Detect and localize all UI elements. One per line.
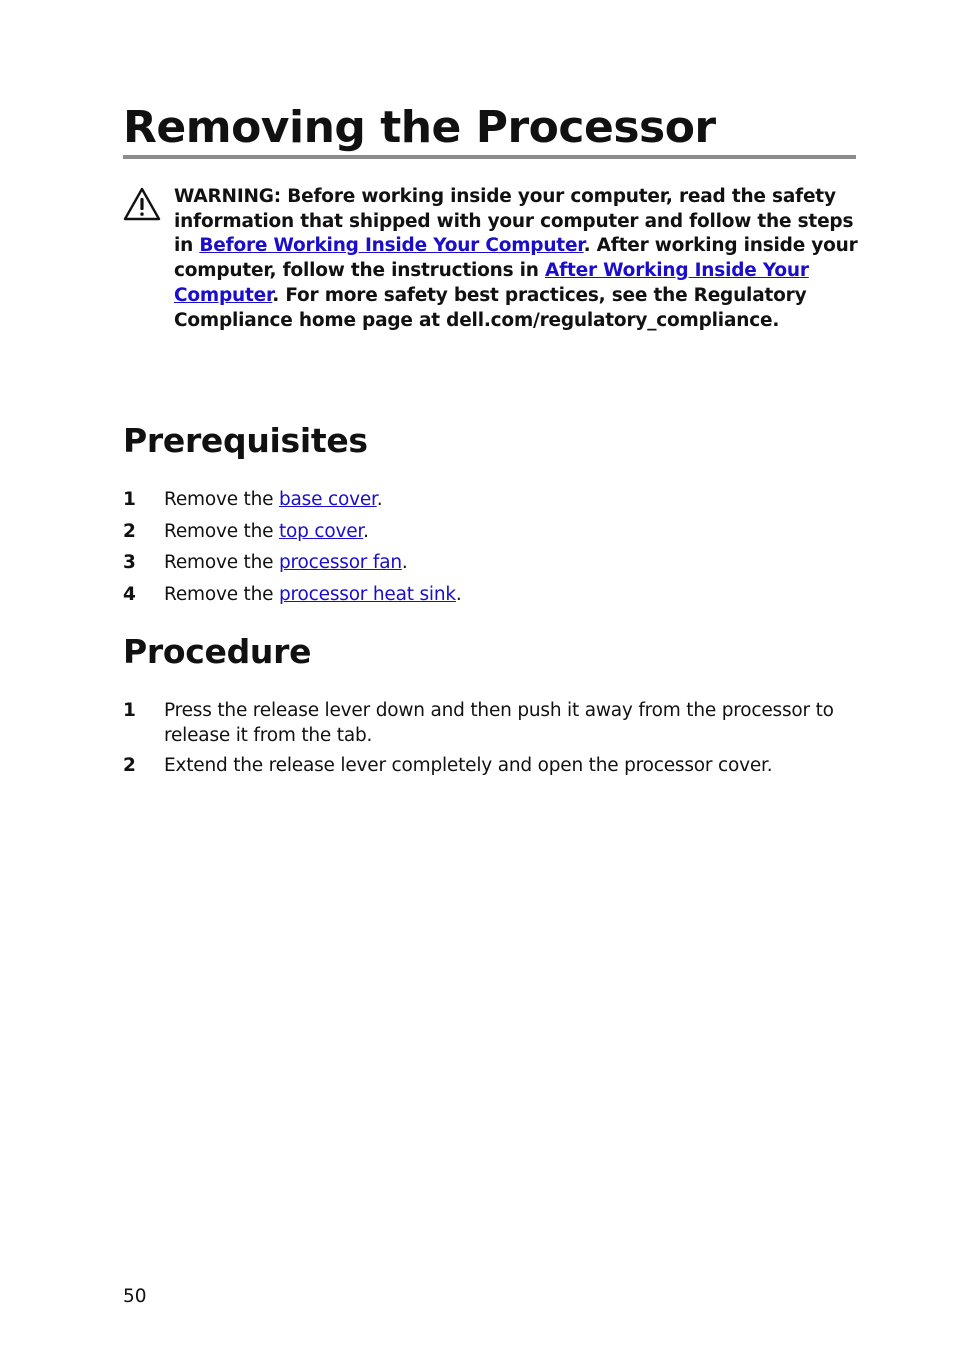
top-cover-link[interactable]: top cover	[279, 520, 364, 542]
item-text: Press the release lever down and then push it away from the processor to release it from the tab.	[164, 700, 834, 746]
item-suffix: .	[363, 520, 369, 542]
warning-text	[174, 185, 864, 333]
processor-heat-sink-link[interactable]: processor heat sink	[279, 584, 456, 606]
page-number: 50	[123, 1286, 147, 1307]
item-suffix: .	[455, 584, 462, 606]
item-prefix: Remove the	[164, 552, 279, 574]
procedure-list	[123, 699, 863, 779]
item-prefix: Remove the	[164, 520, 279, 542]
title-rule	[123, 155, 856, 159]
page-title: Removing the Processor	[123, 102, 716, 153]
before-working-link[interactable]: Before Working Inside Your Computer	[199, 235, 584, 257]
warning-outro: . For more safety best practices, see the Regulatory Compliance home page at dell.com/regulatory_compliance.	[174, 284, 807, 331]
prerequisites-list	[123, 488, 863, 608]
item-text: Extend the release lever completely and open the processor cover.	[164, 755, 773, 777]
warning-intro: WARNING: Before working inside your computer, read the safety information that shipped with your computer and follow the steps in	[174, 186, 854, 257]
list-item	[123, 583, 863, 608]
list-item	[123, 551, 863, 576]
list-item	[123, 699, 863, 748]
warning-triangle-icon	[123, 187, 161, 221]
base-cover-link[interactable]: base cover	[279, 489, 377, 510]
list-number: 2	[123, 755, 136, 777]
list-number: 4	[123, 584, 136, 606]
item-prefix: Remove the	[164, 489, 279, 510]
after-working-link[interactable]: After Working Inside Your Computer	[174, 260, 809, 306]
list-item	[123, 754, 863, 779]
list-number: 2	[123, 520, 136, 542]
item-prefix: Remove the	[164, 584, 279, 606]
list-item	[123, 488, 863, 513]
list-item	[123, 520, 863, 545]
procedure-heading: Procedure	[123, 632, 312, 671]
warning-middle: . After working inside your computer, follow the instructions in	[174, 235, 858, 282]
prerequisites-heading: Prerequisites	[123, 421, 368, 460]
list-number: 3	[123, 552, 136, 574]
item-suffix: .	[401, 552, 408, 574]
item-suffix: .	[376, 489, 383, 510]
list-number: 1	[123, 489, 136, 510]
processor-fan-link[interactable]: processor fan	[279, 552, 402, 574]
list-number: 1	[123, 700, 136, 721]
